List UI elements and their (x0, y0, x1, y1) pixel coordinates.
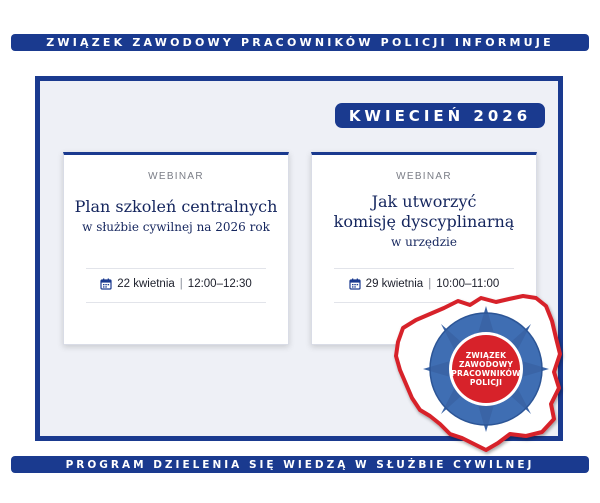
emblem-line-4: POLICJI (469, 378, 503, 387)
calendar-icon (349, 278, 361, 290)
webinar-date: 22 kwietnia (117, 278, 175, 290)
webinar-title-line-3: w urzędzie (391, 235, 457, 249)
webinar-label: WEBINAR (148, 171, 204, 182)
separator: | (179, 278, 183, 290)
webinar-title (316, 192, 532, 252)
webinar-title-line-2: w służbie cywilnej na 2026 rok (82, 220, 270, 234)
webinar-title-line-2: komisję dyscyplinarną (333, 212, 515, 231)
calendar-icon (100, 278, 112, 290)
webinar-time: 12:00–12:30 (187, 278, 252, 290)
webinar-title-line-1: Plan szkoleń centralnych (74, 197, 278, 216)
emblem-line-1: ZWIĄZEK (465, 351, 507, 360)
webinar-title-line-1: Jak utworzyć (371, 192, 477, 211)
webinar-label: WEBINAR (396, 171, 452, 182)
webinar-time: 10:00–11:00 (436, 278, 500, 290)
divider (86, 302, 266, 303)
divider (86, 268, 266, 269)
webinar-date: 29 kwietnia (365, 278, 424, 290)
webinar-title (68, 197, 284, 237)
emblem-line-2: ZAWODOWY (458, 360, 514, 369)
footer-banner: PROGRAM DZIELENIA SIĘ WIEDZĄ W SŁUŻBIE CYWILNEJ (11, 456, 589, 473)
webinar-card-1[interactable] (63, 152, 289, 345)
month-badge: KWIECIEŃ 2026 (335, 103, 545, 128)
emblem-label (441, 351, 531, 387)
emblem-line-3: PRACOWNIKÓW (451, 369, 521, 378)
separator: | (428, 278, 432, 290)
header-banner: ZWIĄZEK ZAWODOWY PRACOWNIKÓW POLICJI INFORMUJE (11, 34, 589, 51)
divider (334, 268, 514, 269)
webinar-schedule (64, 278, 288, 290)
